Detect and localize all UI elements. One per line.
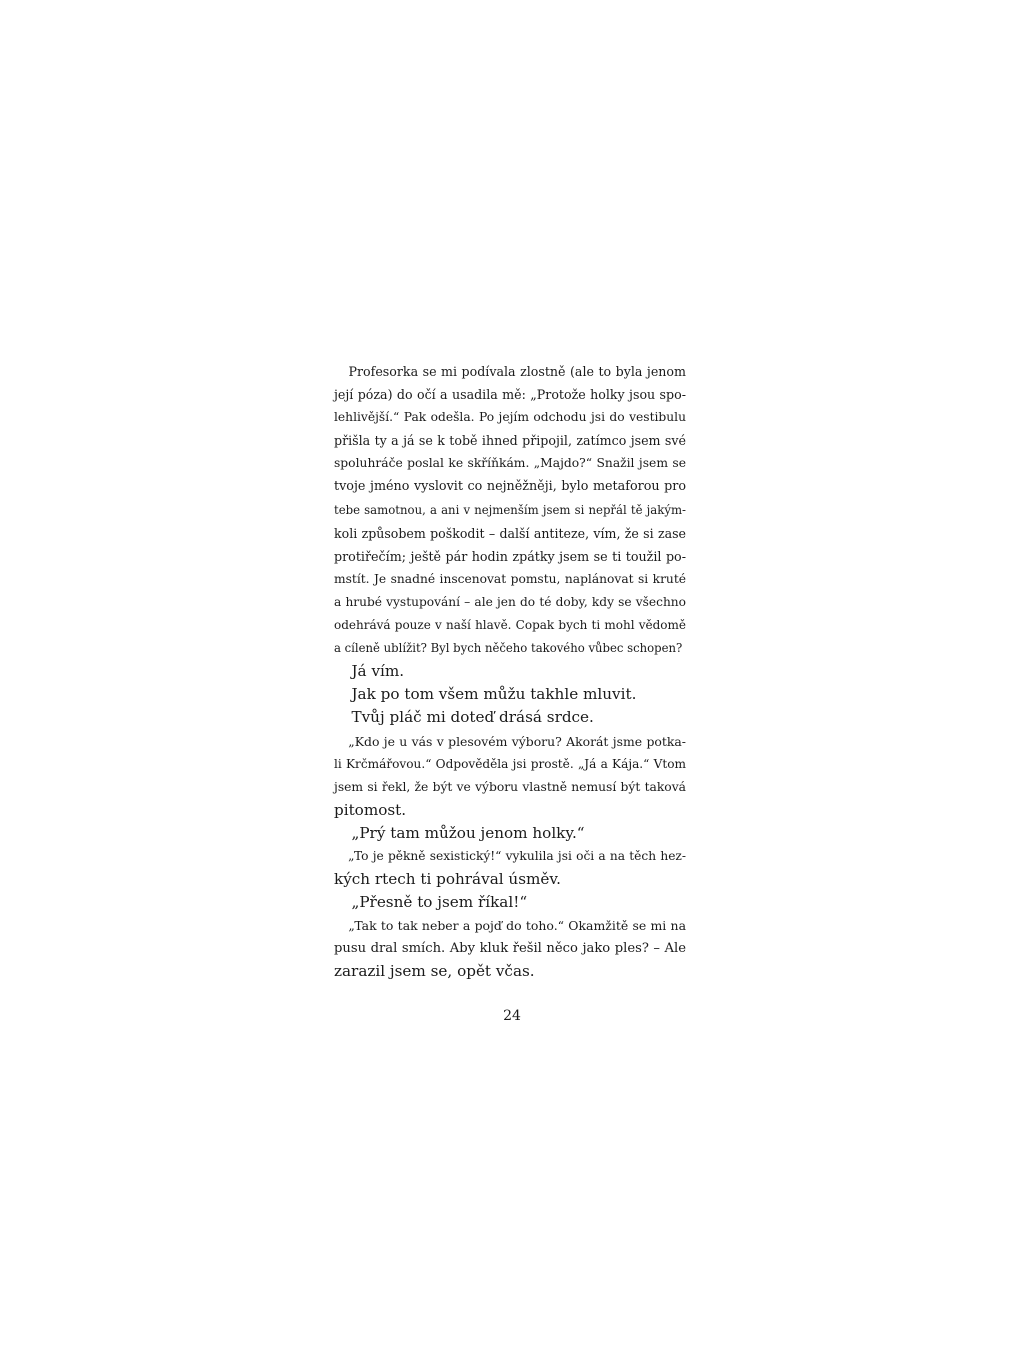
text-line: lehlivější.“ Pak odešla. Po jejím odchodu jsi do vestibulu <box>334 410 686 425</box>
text-line: tebe samotnou, a ani v nejmenším jsem si nepřál tě jakým- <box>334 502 686 517</box>
text-line: li Krčmářovou.“ Odpověděla jsi prostě. „Já a Kája.“ Vtom <box>334 756 686 771</box>
text-line: zarazil jsem se, opět včas. <box>334 962 535 981</box>
text-line: pusu dral smích. Aby kluk řešil něco jako ples? – Ale <box>334 941 686 957</box>
text-line: koli způsobem poškodit – další antiteze, vím, že si zase <box>334 525 686 541</box>
text-line: mstít. Je snadné inscenovat pomstu, naplánovat si kruté <box>334 571 686 586</box>
text-line: pitomost. <box>334 800 407 819</box>
text-line: odehrává pouze v naší hlavě. Copak bych ti mohl vědomě <box>334 618 686 633</box>
text-line: Tvůj pláč mi doteď drásá srdce. <box>351 708 594 727</box>
text-line: protiřečím; ještě pár hodin zpátky jsem se ti toužil po- <box>334 548 686 564</box>
page-number: 24 <box>503 1008 521 1024</box>
text-line: spoluhráče poslal ke skříňkám. „Majdo?“ Snažil jsem se <box>334 456 686 471</box>
text-line: Jak po tom všem můžu takhle mluvit. <box>351 685 637 704</box>
text-line: „Prý tam můžou jenom holky.“ <box>351 823 585 842</box>
text-line: Profesorka se mi podívala zlostně (ale to byla jenom <box>348 364 686 379</box>
text-line: „Kdo je u vás v plesovém výboru? Akorát jsme potka- <box>348 733 686 749</box>
text-line: jsem si řekl, že být ve výboru vlastně nemusí být taková <box>334 779 686 794</box>
text-line: a hrubé vystupování – ale jen do té doby, kdy se všechno <box>334 594 686 609</box>
text-line: „To je pěkně sexistický!“ vykulila jsi oči a na těch hez- <box>348 848 686 863</box>
text-line: a cíleně ublížit? Byl bych něčeho takového vůbec schopen? <box>334 641 683 656</box>
text-line: tvoje jméno vyslovit co nejněžněji, bylo metaforou pro <box>334 479 686 495</box>
text-line: přišla ty a já se k tobě ihned připojil, zatímco jsem své <box>334 433 686 449</box>
body-text <box>334 360 686 984</box>
text-line: „Přesně to jsem říkal!“ <box>351 893 528 912</box>
text-line: její póza) do očí a usadila mě: „Protože holky jsou spo- <box>334 387 686 403</box>
text-line: Já vím. <box>351 662 405 681</box>
text-line: kých rtech ti pohrával úsměv. <box>334 870 562 889</box>
text-line: „Tak to tak neber a pojď do toho.“ Okamžitě se mi na <box>348 918 686 934</box>
